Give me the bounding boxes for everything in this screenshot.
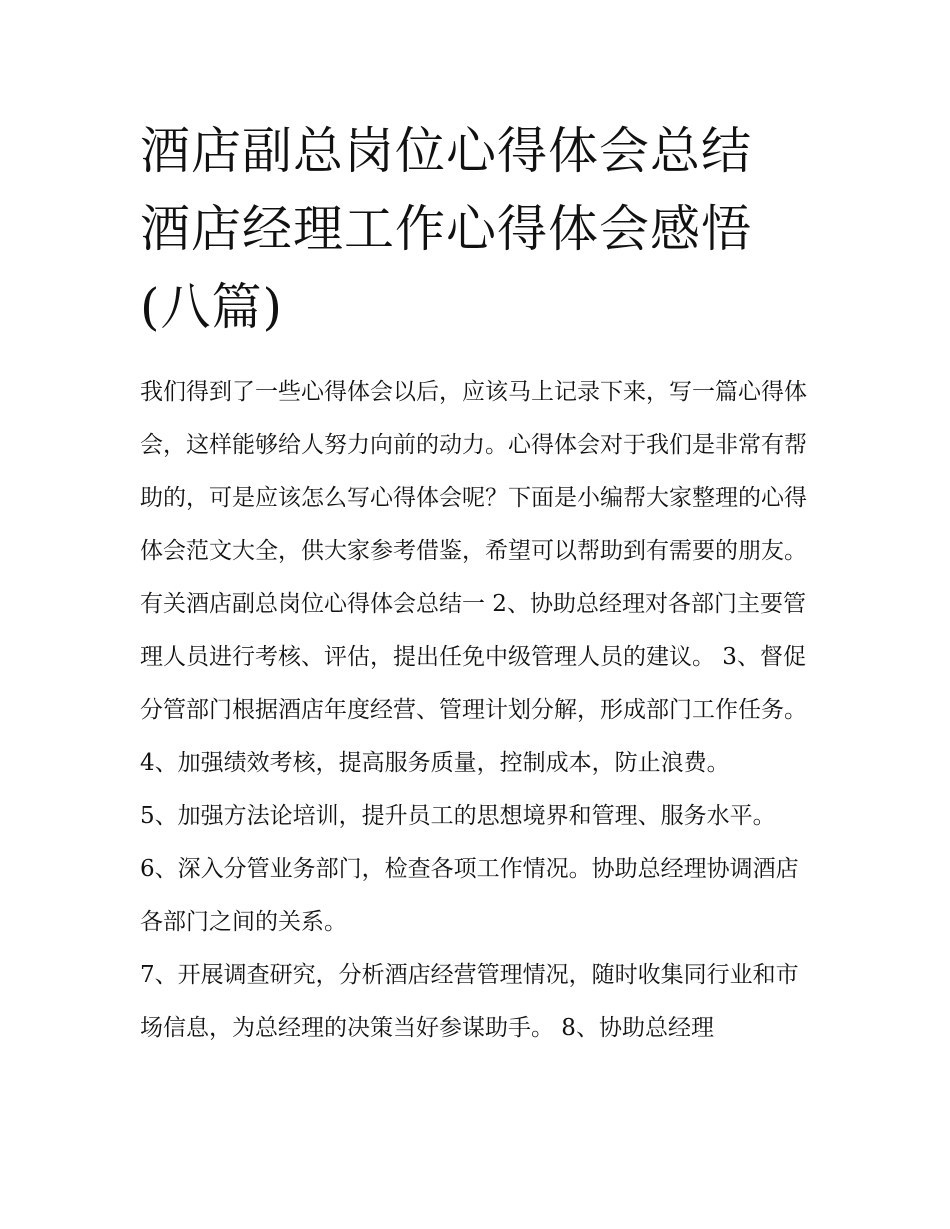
document-body — [140, 366, 815, 1055]
document-title: 酒店副总岗位心得体会总结 酒店经理工作心得体会感悟(八篇) — [140, 122, 752, 336]
paragraph-section-one: 有关酒店副总岗位心得体会总结一 2、协助总经理对各部门主要管理人员进行考核、评估，提出任免中级管理人员的建议。 3、督促分管部门根据酒店年度经营、管理计划分解，形成部门工作任务。 4、加强绩效考核，提高服务质量，控制成本，防止浪费。 — [140, 591, 807, 776]
paragraph-intro: 我们得到了一些心得体会以后，应该马上记录下来，写一篇心得体会，这样能够给人努力向前的动力。心得体会对于我们是非常有帮助的，可是应该怎么写心得体会呢？下面是小编帮大家整理的心得体会范文大全，供大家参考借鉴，希望可以帮助到有需要的朋友。 — [140, 379, 807, 564]
paragraph-items-7-8: 7、开展调查研究，分析酒店经营管理情况，随时收集同行业和市场信息，为总经理的决策当好参谋助手。 8、协助总经理 — [140, 962, 799, 1041]
document-page — [140, 112, 815, 1055]
paragraph-items-5-6: 5、加强方法论培训，提升员工的思想境界和管理、服务水平。 6、深入分管业务部门，检查各项工作情况。协助总经理协调酒店各部门之间的关系。 — [140, 803, 799, 935]
